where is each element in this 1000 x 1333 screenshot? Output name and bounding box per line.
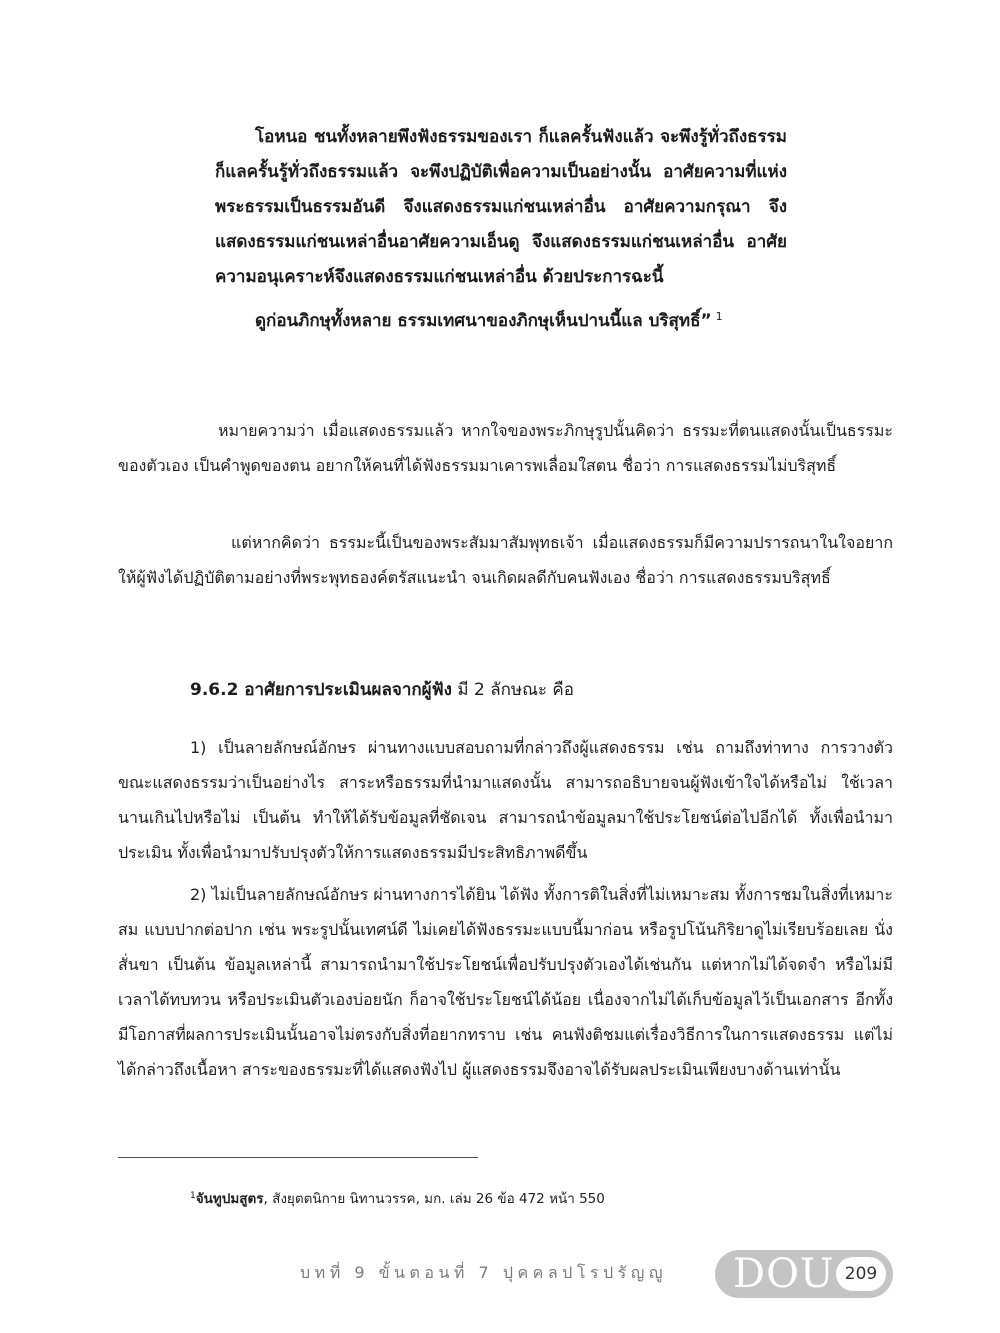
footnote-reference[interactable]: 1 <box>715 310 723 323</box>
body-paragraph-4: 2) ไม่เป็นลายลักษณ์อักษร ผ่านทางการได้ยิน ได้ฟัง ทั้งการติในสิ่งที่ไม่เหมาะสม ทั้งการชมในสิ่งที่เหมาะสม แบบปากต่อปาก เช่น พระรูปนั้นเทศน์ดี ไม่เคยได้ฟังธรรมะแบบนี้มาก่อน หรือรูปโน้นกิริยาดูไม่เรียบร้อยเลย นั่งสั่นขา เป็นต้น ข้อมูลเหล่านี้ สามารถนำมาใช้ประโยชน์เพื่อปรับปรุงตัวเองได้เช่นกัน แต่หากไม่ได้จดจำ หรือไม่มีเวลาได้ทบทวน หรือประเมินตัวเองบ่อยนัก ก็อาจใช้ประโยชน์ได้น้อย เนื่องจากไม่ได้เก็บข้อมูลไว้เป็นเอกสาร อีกทั้งมีโอกาสที่ผลการประเมินนั้นอาจไม่ตรงกับสิ่งที่อยากทราบ เช่น คนฟังติชมแต่เรื่องวิธีการในการแสดงธรรม แต่ไม่ได้กล่าวถึงเนื้อหา สาระของธรรมะที่ได้แสดงฟังไป ผู้แสดงธรรมจึงอาจได้รับผลประเมินเพียงบางด้านเท่านั้น <box>118 885 893 1079</box>
section-heading-rest: มี 2 ลักษณะ คือ <box>451 680 575 700</box>
body-paragraph-1: หมายความว่า เมื่อแสดงธรรมแล้ว หากใจของพระภิกษุรูปนั้นคิดว่า ธรรมะที่ตนแสดงนั้นเป็นธรรมะของตัวเอง เป็นคำพูดของตน อยากให้คนที่ได้ฟังธรรมมาเคารพเลื่อมใสตน ชื่อว่า การแสดงธรรมไม่บริสุทธิ์ <box>118 421 893 475</box>
footnote-divider <box>118 1157 478 1158</box>
body-block-1 <box>118 413 893 483</box>
quoted-passage <box>215 120 787 339</box>
footer-badge <box>715 1250 893 1298</box>
footnote-mark: 1 <box>190 1191 196 1201</box>
footnote <box>190 1187 605 1209</box>
body-paragraph-3: 1) เป็นลายลักษณ์อักษร ผ่านทางแบบสอบถามที่กล่าวถึงผู้แสดงธรรม เช่น ถามถึงท่าทาง การวางตัวขณะแสดงธรรมว่าเป็นอย่างไร สาระหรือธรรมที่นำมาแสดงนั้น สามารถอธิบายจนผู้ฟังเข้าใจได้หรือไม่ ใช้เวลานานเกินไปหรือไม่ เป็นต้น ทำให้ได้รับข้อมูลที่ชัดเจน สามารถนำข้อมูลมาใช้ประโยชน์ต่อไปอีกได้ ทั้งเพื่อนำมาประเมิน ทั้งเพื่อนำมาปรับปรุงตัวให้การแสดงธรรมมีประสิทธิภาพดีขึ้น <box>118 738 893 862</box>
page-footer <box>300 1250 895 1298</box>
page-number: 209 <box>836 1257 886 1291</box>
quote-paragraph-1: โอหนอ ชนทั้งหลายพึงฟังธรรมของเรา ก็แลครั้นฟังแล้ว จะพึงรู้ทั่วถึงธรรม ก็แลครั้นรู้ทั่วถึงธรรมแล้ว จะพึงปฏิบัติเพื่อความเป็นอย่างนั้น อาศัยความที่แห่งพระธรรมเป็นธรรมอันดี จึงแสดงธรรมแก่ชนเหล่าอื่น อาศัยความกรุณา จึงแสดงธรรมแก่ชนเหล่าอื่นอาศัยความเอ็นดู จึงแสดงธรรมแก่ชนเหล่าอื่น อาศัยความอนุเคราะห์จึงแสดงธรรมแก่ชนเหล่าอื่น ด้วยประการฉะนี้ <box>215 127 787 287</box>
section-heading <box>190 676 574 703</box>
body-paragraph-2: แต่หากคิดว่า ธรรมะนี้เป็นของพระสัมมาสัมพุทธเจ้า เมื่อแสดงธรรมก็มีความปรารถนาในใจอยากให้ผู้ฟังได้ปฏิบัติตามอย่างที่พระพุทธองค์ตรัสแนะนำ จนเกิดผลดีกับคนฟังเอง ชื่อว่า การแสดงธรรมบริสุทธิ์ <box>118 533 893 587</box>
section-heading-title: 9.6.2 อาศัยการประเมินผลจากผู้ฟัง <box>190 680 452 700</box>
body-block-2 <box>118 525 893 595</box>
body-block-4 <box>118 877 893 1087</box>
footnote-source-detail: , สังยุตตนิกาย นิทานวรรค, มก. เล่ม 26 ข้อ 472 หน้า 550 <box>263 1191 605 1207</box>
chapter-title: บทที่ 9 ขั้นตอนที่ 7 ปุคคลปโรปรัญญู <box>300 1263 668 1282</box>
dou-logo-icon: DOU <box>733 1251 835 1297</box>
footnote-source-title: จันทูปมสูตร <box>195 1191 264 1207</box>
quote-paragraph-2 <box>215 299 787 339</box>
quote-paragraph-2-text: ดูก่อนภิกษุทั้งหลาย ธรรมเทศนาของภิกษุเห็นปานนี้แล บริสุทธิ์” <box>255 311 712 331</box>
body-block-3 <box>118 730 893 870</box>
